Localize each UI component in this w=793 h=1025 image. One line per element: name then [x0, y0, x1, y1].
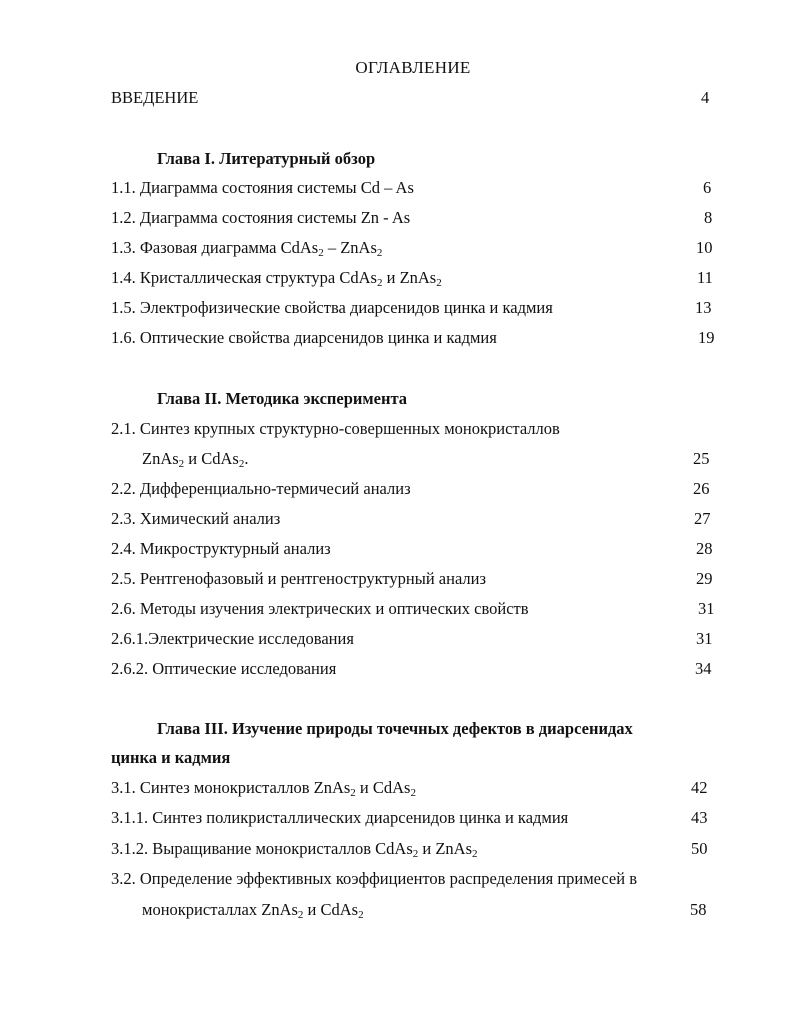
- toc-entry-number: 1.1.: [111, 178, 136, 197]
- toc-entry-number: 2.6.1.: [111, 629, 149, 648]
- toc-entry-number: 2.4.: [111, 539, 136, 558]
- toc-entry-1-2: [111, 207, 721, 229]
- subscript: 2: [178, 458, 185, 470]
- toc-page-number: 25: [693, 449, 710, 468]
- subscript: 2: [238, 458, 245, 470]
- subscript: 2: [376, 247, 383, 259]
- toc-entry-intro: [111, 87, 721, 109]
- toc-entry-1-3: [111, 237, 721, 259]
- toc-entry-label: и CdAs: [303, 900, 359, 919]
- toc-entry-number: 3.1.1.: [111, 808, 149, 827]
- subscript: 2: [436, 277, 442, 289]
- toc-page-number: 43: [691, 808, 708, 827]
- page-title: ОГЛАВЛЕНИЕ: [355, 58, 471, 77]
- toc-entry-label: Синтез поликристаллических диарсенидов цинка и кадмия: [152, 808, 569, 827]
- toc-page-number: 26: [693, 479, 710, 498]
- toc-entry-label: монокристаллах ZnAs: [142, 900, 298, 919]
- toc-entry-number: 2.2.: [111, 479, 136, 498]
- toc-entry-2-6: [111, 598, 721, 620]
- subscript: 2: [350, 787, 356, 799]
- toc-entry-2-6-2: [111, 658, 721, 680]
- toc-entry-number: 1.4.: [111, 268, 136, 287]
- toc-entry-number: 1.5.: [111, 298, 136, 317]
- toc-entry-label: ВВЕДЕНИЕ: [111, 88, 199, 107]
- toc-entry-2-1-continuation: [142, 448, 721, 470]
- toc-entry-label: и CdAs: [184, 449, 239, 468]
- toc-page-number: 58: [690, 900, 707, 919]
- toc-entry-number: 3.1.: [111, 778, 136, 797]
- toc-entry-label: Определение эффективных коэффициентов распределения примесей в: [139, 869, 637, 888]
- toc-page-number: 13: [695, 298, 712, 317]
- toc-page-number: 50: [691, 839, 708, 858]
- toc-entry-number: 2.5.: [111, 569, 136, 588]
- toc-page-number: 8: [704, 208, 713, 227]
- toc-entry-label: и CdAs: [355, 778, 411, 797]
- toc-entry-label: – ZnAs: [323, 238, 377, 257]
- toc-page-number: 6: [703, 178, 712, 197]
- toc-page-number: 29: [696, 569, 713, 588]
- toc-entry-3-1: [111, 777, 721, 799]
- toc-entry-label: Электрические исследования: [148, 629, 354, 648]
- toc-entry-2-1: [111, 418, 721, 440]
- toc-entry-2-4: [111, 538, 721, 560]
- toc-entry-label: и ZnAs: [418, 839, 473, 858]
- toc-entry-number: 1.6.: [111, 328, 136, 347]
- toc-entry-2-2: [111, 478, 721, 500]
- toc-entry-label: Электрофизические свойства диарсенидов цинка и кадмия: [139, 298, 553, 317]
- toc-entry-2-5: [111, 568, 721, 590]
- toc-entry-1-4: [111, 267, 721, 289]
- toc-entry-label: ZnAs: [142, 449, 179, 468]
- toc-entry-label: Рентгенофазовый и рентгеноструктурный анализ: [139, 569, 486, 588]
- toc-page-number: 31: [696, 629, 713, 648]
- toc-entry-2-3: [111, 508, 721, 530]
- subscript: 2: [318, 247, 324, 259]
- toc-entry-label: Оптические исследования: [152, 659, 337, 678]
- toc-page-number: 31: [698, 599, 715, 618]
- toc-entry-1-6: [111, 327, 721, 349]
- toc-page-number: 10: [696, 238, 713, 257]
- toc-entry-label: Микроструктурный анализ: [139, 539, 331, 558]
- toc-entry-3-1-1: [111, 807, 721, 829]
- toc-entry-label: Дифференциально-термичесий анализ: [139, 479, 411, 498]
- toc-entry-label: Фазовая диаграмма CdAs: [139, 238, 319, 257]
- subscript: 2: [472, 848, 478, 860]
- toc-entry-number: 1.3.: [111, 238, 136, 257]
- toc-entry-label: Диаграмма состояния системы Cd – As: [139, 178, 414, 197]
- toc-page-number: 42: [691, 778, 708, 797]
- chapter-2-heading: Глава II. Методика эксперимента: [157, 389, 408, 408]
- toc-entry-label: Химический анализ: [139, 509, 281, 528]
- toc-entry-number: 2.6.: [111, 599, 136, 618]
- toc-entry-2-6-1: [111, 628, 721, 650]
- toc-entry-label: Оптические свойства диарсенидов цинка и кадмия: [139, 328, 497, 347]
- toc-entry-number: 3.1.2.: [111, 839, 149, 858]
- toc-page-number: 4: [701, 88, 710, 107]
- toc-entry-1-5: [111, 297, 721, 319]
- toc-entry-number: 2.6.2.: [111, 659, 149, 678]
- toc-entry-label: Диаграмма состояния системы Zn - As: [139, 208, 411, 227]
- toc-entry-label: Методы изучения электрических и оптических свойств: [139, 599, 529, 618]
- toc-entry-label: Кристаллическая структура CdAs: [139, 268, 377, 287]
- chapter-3-heading: Глава III. Изучение природы точечных дефектов в диарсенидах: [157, 719, 633, 738]
- toc-entry-3-2-continuation: [142, 899, 721, 921]
- subscript: 2: [410, 787, 416, 799]
- toc-entry-3-2: [111, 868, 721, 890]
- toc-page-number: 34: [695, 659, 712, 678]
- toc-page-number: 27: [694, 509, 711, 528]
- chapter-3-heading-continuation: цинка и кадмия: [111, 748, 231, 767]
- toc-page-number: 19: [698, 328, 715, 347]
- toc-entry-3-1-2: [111, 838, 721, 860]
- subscript: 2: [358, 909, 364, 921]
- toc-entry-number: 2.3.: [111, 509, 136, 528]
- toc-page-number: 28: [696, 539, 713, 558]
- toc-entry-number: 1.2.: [111, 208, 136, 227]
- toc-entry-label: и ZnAs: [382, 268, 437, 287]
- toc-entry-label: Синтез монокристаллов ZnAs: [139, 778, 351, 797]
- subscript: 2: [412, 848, 419, 860]
- toc-page-number: 11: [697, 268, 713, 287]
- subscript: 2: [376, 277, 383, 289]
- toc-entry-number: 2.1.: [111, 419, 136, 438]
- subscript: 2: [297, 909, 304, 921]
- chapter-1-heading: Глава I. Литературный обзор: [157, 149, 376, 168]
- toc-entry-1-1: [111, 177, 721, 199]
- toc-entry-number: 3.2.: [111, 869, 136, 888]
- toc-entry-label: Выращивание монокристаллов CdAs: [152, 839, 413, 858]
- toc-entry-label: .: [244, 449, 249, 468]
- toc-entry-label: Синтез крупных структурно-совершенных монокристаллов: [139, 419, 560, 438]
